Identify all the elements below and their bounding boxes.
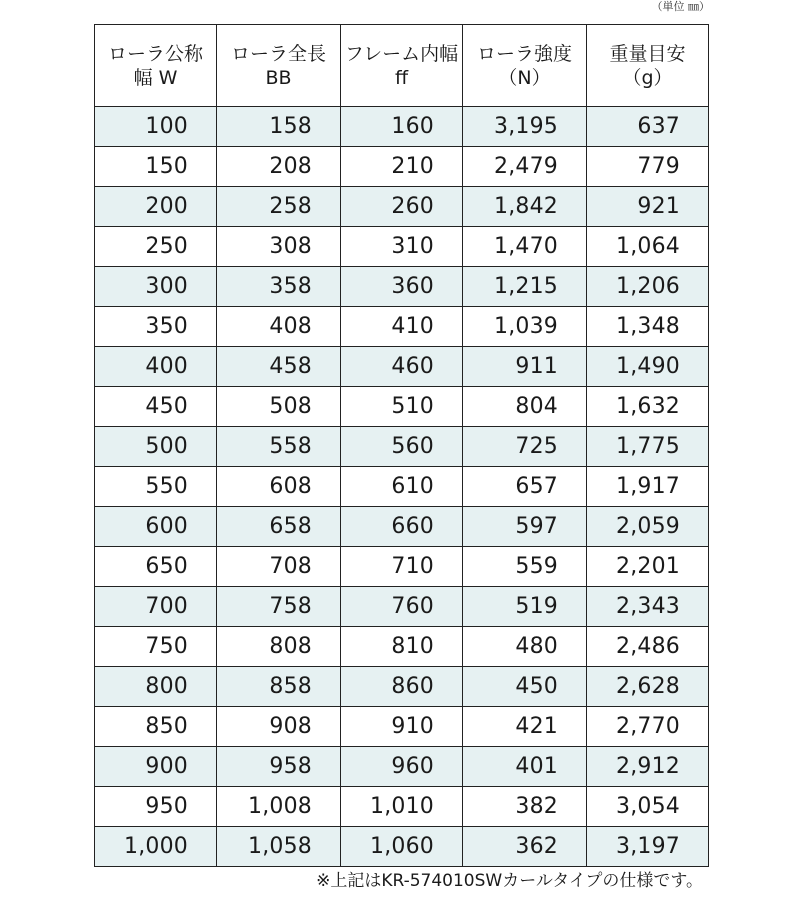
- cell-nominal-width: 800: [95, 667, 217, 707]
- cell-roller-length: 158: [217, 107, 341, 147]
- cell-roller-strength: 1,039: [463, 307, 587, 347]
- table-row: [95, 587, 709, 627]
- cell-weight-estimate: 1,775: [587, 427, 709, 467]
- cell-roller-length: 958: [217, 747, 341, 787]
- cell-nominal-width: 400: [95, 347, 217, 387]
- table-row: [95, 427, 709, 467]
- cell-nominal-width: 1,000: [95, 827, 217, 867]
- cell-weight-estimate: 1,064: [587, 227, 709, 267]
- cell-weight-estimate: 1,348: [587, 307, 709, 347]
- cell-nominal-width: 150: [95, 147, 217, 187]
- cell-roller-length: 458: [217, 347, 341, 387]
- cell-frame-inner-width: 960: [341, 747, 463, 787]
- cell-nominal-width: 250: [95, 227, 217, 267]
- spec-table-header: [95, 25, 709, 107]
- header-sublabel: BB: [265, 66, 292, 89]
- cell-roller-length: 758: [217, 587, 341, 627]
- table-row: [95, 307, 709, 347]
- table-row: [95, 227, 709, 267]
- cell-roller-length: 1,008: [217, 787, 341, 827]
- cell-nominal-width: 750: [95, 627, 217, 667]
- cell-roller-length: 408: [217, 307, 341, 347]
- header-roller-strength: [463, 25, 587, 107]
- cell-nominal-width: 450: [95, 387, 217, 427]
- table-row: [95, 707, 709, 747]
- cell-weight-estimate: 2,628: [587, 667, 709, 707]
- cell-roller-strength: 401: [463, 747, 587, 787]
- cell-frame-inner-width: 860: [341, 667, 463, 707]
- header-nominal-width: [95, 25, 217, 107]
- cell-weight-estimate: 1,206: [587, 267, 709, 307]
- cell-frame-inner-width: 460: [341, 347, 463, 387]
- cell-frame-inner-width: 410: [341, 307, 463, 347]
- cell-roller-length: 358: [217, 267, 341, 307]
- cell-roller-length: 208: [217, 147, 341, 187]
- table-row: [95, 147, 709, 187]
- cell-nominal-width: 200: [95, 187, 217, 227]
- cell-roller-strength: 362: [463, 827, 587, 867]
- cell-roller-strength: 559: [463, 547, 587, 587]
- cell-nominal-width: 650: [95, 547, 217, 587]
- spec-table-body: [95, 107, 709, 867]
- cell-weight-estimate: 1,632: [587, 387, 709, 427]
- table-row: [95, 467, 709, 507]
- cell-weight-estimate: 637: [587, 107, 709, 147]
- cell-roller-length: 908: [217, 707, 341, 747]
- cell-frame-inner-width: 360: [341, 267, 463, 307]
- cell-roller-strength: 480: [463, 627, 587, 667]
- cell-nominal-width: 950: [95, 787, 217, 827]
- cell-weight-estimate: 921: [587, 187, 709, 227]
- cell-roller-length: 508: [217, 387, 341, 427]
- cell-roller-strength: 421: [463, 707, 587, 747]
- cell-roller-length: 708: [217, 547, 341, 587]
- cell-roller-length: 858: [217, 667, 341, 707]
- header-label: 重量目安: [609, 42, 686, 65]
- cell-nominal-width: 700: [95, 587, 217, 627]
- cell-frame-inner-width: 210: [341, 147, 463, 187]
- footnote: ※上記はKR-574010SWカールタイプの仕様です。: [316, 871, 703, 891]
- cell-frame-inner-width: 810: [341, 627, 463, 667]
- table-row: [95, 787, 709, 827]
- header-label: ローラ公称: [107, 42, 203, 65]
- cell-weight-estimate: 2,343: [587, 587, 709, 627]
- cell-roller-length: 658: [217, 507, 341, 547]
- cell-frame-inner-width: 560: [341, 427, 463, 467]
- header-label: ローラ全長: [230, 42, 326, 65]
- cell-frame-inner-width: 660: [341, 507, 463, 547]
- cell-frame-inner-width: 910: [341, 707, 463, 747]
- cell-roller-strength: 725: [463, 427, 587, 467]
- cell-roller-length: 308: [217, 227, 341, 267]
- cell-roller-strength: 657: [463, 467, 587, 507]
- cell-weight-estimate: 1,490: [587, 347, 709, 387]
- cell-frame-inner-width: 260: [341, 187, 463, 227]
- cell-nominal-width: 300: [95, 267, 217, 307]
- header-sublabel: （g）: [622, 66, 673, 89]
- table-row: [95, 507, 709, 547]
- cell-roller-strength: 382: [463, 787, 587, 827]
- cell-roller-strength: 1,215: [463, 267, 587, 307]
- cell-roller-strength: 2,479: [463, 147, 587, 187]
- cell-weight-estimate: 2,486: [587, 627, 709, 667]
- cell-weight-estimate: 2,059: [587, 507, 709, 547]
- cell-weight-estimate: 3,197: [587, 827, 709, 867]
- header-sublabel: ff: [394, 66, 409, 89]
- table-row: [95, 387, 709, 427]
- cell-roller-strength: 597: [463, 507, 587, 547]
- table-row: [95, 627, 709, 667]
- table-row: [95, 547, 709, 587]
- header-sublabel: 幅 W: [133, 66, 178, 89]
- table-row: [95, 107, 709, 147]
- table-row: [95, 827, 709, 867]
- cell-weight-estimate: 3,054: [587, 787, 709, 827]
- cell-nominal-width: 900: [95, 747, 217, 787]
- cell-frame-inner-width: 310: [341, 227, 463, 267]
- cell-weight-estimate: 2,201: [587, 547, 709, 587]
- header-label: ローラ強度: [476, 42, 572, 65]
- cell-roller-strength: 450: [463, 667, 587, 707]
- cell-roller-strength: 1,470: [463, 227, 587, 267]
- header-roller-length: [217, 25, 341, 107]
- cell-nominal-width: 550: [95, 467, 217, 507]
- spec-table: [94, 24, 709, 867]
- cell-nominal-width: 500: [95, 427, 217, 467]
- cell-frame-inner-width: 1,010: [341, 787, 463, 827]
- unit-label: （単位 ㎜）: [651, 0, 710, 13]
- header-label: フレーム内幅: [344, 42, 459, 65]
- cell-frame-inner-width: 510: [341, 387, 463, 427]
- cell-roller-strength: 804: [463, 387, 587, 427]
- header-sublabel: （N）: [498, 66, 551, 89]
- cell-weight-estimate: 779: [587, 147, 709, 187]
- table-row: [95, 267, 709, 307]
- table-row: [95, 347, 709, 387]
- cell-roller-strength: 911: [463, 347, 587, 387]
- cell-roller-length: 608: [217, 467, 341, 507]
- header-weight-estimate: [587, 25, 709, 107]
- cell-roller-strength: 519: [463, 587, 587, 627]
- cell-frame-inner-width: 710: [341, 547, 463, 587]
- cell-weight-estimate: 2,912: [587, 747, 709, 787]
- cell-frame-inner-width: 760: [341, 587, 463, 627]
- cell-roller-length: 258: [217, 187, 341, 227]
- table-row: [95, 747, 709, 787]
- cell-roller-strength: 3,195: [463, 107, 587, 147]
- cell-roller-length: 1,058: [217, 827, 341, 867]
- cell-frame-inner-width: 160: [341, 107, 463, 147]
- cell-weight-estimate: 2,770: [587, 707, 709, 747]
- cell-weight-estimate: 1,917: [587, 467, 709, 507]
- table-row: [95, 667, 709, 707]
- table-row: [95, 187, 709, 227]
- header-row: [95, 25, 709, 107]
- cell-nominal-width: 600: [95, 507, 217, 547]
- cell-nominal-width: 850: [95, 707, 217, 747]
- cell-nominal-width: 350: [95, 307, 217, 347]
- cell-roller-length: 808: [217, 627, 341, 667]
- cell-frame-inner-width: 1,060: [341, 827, 463, 867]
- header-frame-inner-width: [341, 25, 463, 107]
- cell-frame-inner-width: 610: [341, 467, 463, 507]
- cell-roller-strength: 1,842: [463, 187, 587, 227]
- cell-roller-length: 558: [217, 427, 341, 467]
- cell-nominal-width: 100: [95, 107, 217, 147]
